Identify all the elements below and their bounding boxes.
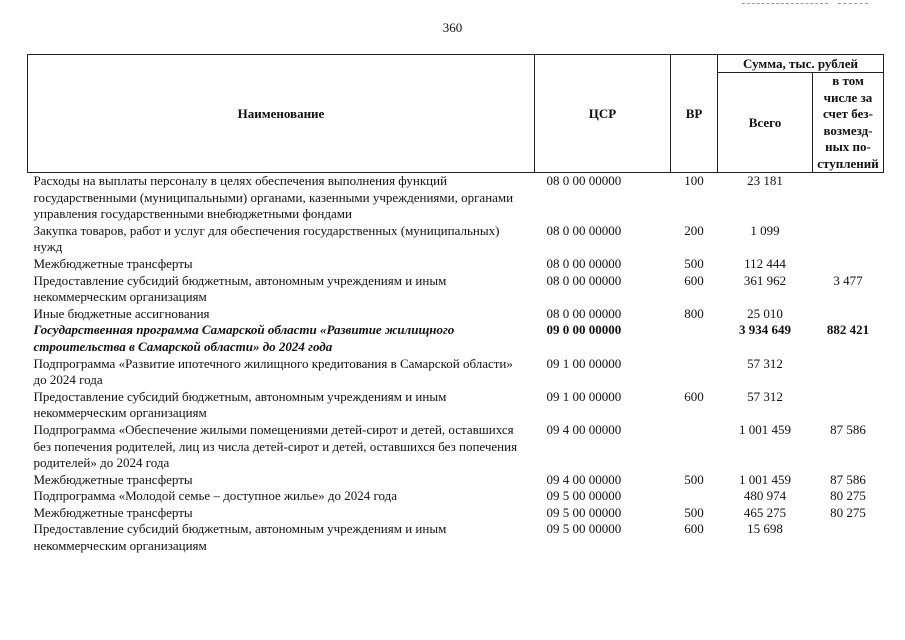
row-name: Подпрограмма «Развитие ипотечного жилищного кредитования в Самарской области» до 2024 года [33,355,513,388]
row-vr: 500 [684,471,704,487]
row-csr: 09 0 00 00000 [546,322,622,338]
row-name: Государственная программа Самарской области «Развитие жилищного строительства в Самарской области» до 2024 года [33,322,455,354]
table-row [28,488,884,505]
row-name: Предоставление субсидий бюджетным, автономным учреждениям и иным некоммерческим организациям [33,388,447,421]
row-csr: 09 5 00 00000 [546,504,622,520]
header-grants: в том числе за счет без-возмезд-ных по-ступлений [813,73,884,173]
row-grants [813,173,884,223]
row-grants [813,356,884,389]
row-total: 465 275 [743,504,787,520]
row-name: Межбюджетные трансферты [33,504,193,520]
header-sum-group: Сумма, тыс. рублей [718,55,884,73]
header-csr: ЦСР [535,55,671,173]
row-vr: 600 [684,272,704,288]
row-grants: 80 275 [830,488,866,504]
row-name: Предоставление субсидий бюджетным, автономным учреждениям и иным некоммерческим организациям [33,521,447,554]
table-row [28,521,884,554]
row-total: 361 962 [743,272,787,288]
row-vr: 600 [684,388,704,404]
row-name: Расходы на выплаты персоналу в целях обеспечения выполнения функций государственными (муниципальными) органами, казенными учреждениями, органами управления государственными внебюджетными фондами [33,173,514,222]
row-grants: 87 586 [830,421,866,437]
row-csr: 09 1 00 00000 [546,355,622,371]
row-grants [813,389,884,422]
row-vr [671,488,718,505]
row-vr [671,356,718,389]
scan-artifact-line [838,3,868,5]
row-grants: 80 275 [830,504,866,520]
row-name: Межбюджетные трансферты [33,255,193,271]
row-csr: 09 4 00 00000 [546,421,622,437]
row-vr [671,422,718,472]
row-grants [813,256,884,273]
row-total: 1 001 459 [739,471,791,487]
row-name: Предоставление субсидий бюджетным, автономным учреждениям и иным некоммерческим организациям [33,272,447,305]
header-name: Наименование [28,55,535,173]
row-csr: 08 0 00 00000 [546,222,622,238]
row-name: Межбюджетные трансферты [33,471,193,487]
row-total: 1 099 [750,222,780,238]
row-csr: 09 1 00 00000 [546,388,622,404]
row-vr [671,322,718,355]
row-total: 23 181 [747,173,783,188]
row-grants: 3 477 [833,272,863,288]
row-csr: 09 5 00 00000 [546,488,622,504]
row-csr: 09 5 00 00000 [546,521,622,537]
table-row [28,389,884,422]
row-name: Закупка товаров, работ и услуг для обеспечения государственных (муниципальных) нужд [33,222,500,255]
row-name: Иные бюджетные ассигнования [33,305,210,321]
row-name: Подпрограмма «Молодой семье – доступное жилье» до 2024 года [33,488,398,504]
row-total: 57 312 [747,388,783,404]
table-row [28,223,884,256]
row-vr: 100 [684,173,704,188]
table-row [28,422,884,472]
row-total: 480 974 [743,488,787,504]
table-row [28,306,884,323]
row-total: 15 698 [747,521,783,537]
row-vr: 800 [684,305,704,321]
row-total: 57 312 [747,355,783,371]
row-total: 112 444 [744,255,786,271]
row-grants [813,306,884,323]
table-row [28,322,884,355]
row-vr: 500 [684,504,704,520]
row-grants [813,223,884,256]
row-vr: 600 [684,521,704,537]
table-row [28,505,884,522]
table-row [28,256,884,273]
row-total: 3 934 649 [739,322,791,338]
budget-table [27,54,884,555]
table-row [28,472,884,489]
row-vr: 500 [684,255,704,271]
row-csr: 08 0 00 00000 [546,255,622,271]
header-total: Всего [718,73,813,173]
row-total: 25 010 [747,305,783,321]
table-row [28,356,884,389]
row-total: 1 001 459 [739,421,791,437]
row-csr: 08 0 00 00000 [546,173,622,188]
row-grants: 87 586 [830,471,866,487]
table-header [28,55,884,173]
row-grants [813,521,884,554]
row-csr: 08 0 00 00000 [546,272,622,288]
row-csr: 09 4 00 00000 [546,471,622,487]
row-grants: 882 421 [826,322,870,338]
table-row [28,173,884,223]
row-csr: 08 0 00 00000 [546,305,622,321]
table-row [28,273,884,306]
row-vr: 200 [684,222,704,238]
page-number: 360 [442,20,463,35]
header-vr: ВР [671,55,718,173]
scan-artifact-line [742,3,828,5]
row-name: Подпрограмма «Обеспечение жилыми помещениями детей-сирот и детей, оставшихся без попечения родителей, лиц из числа детей-сирот и детей, оставшихся без попечения родителей» до 2024 года [33,421,518,471]
table-body [28,173,884,555]
